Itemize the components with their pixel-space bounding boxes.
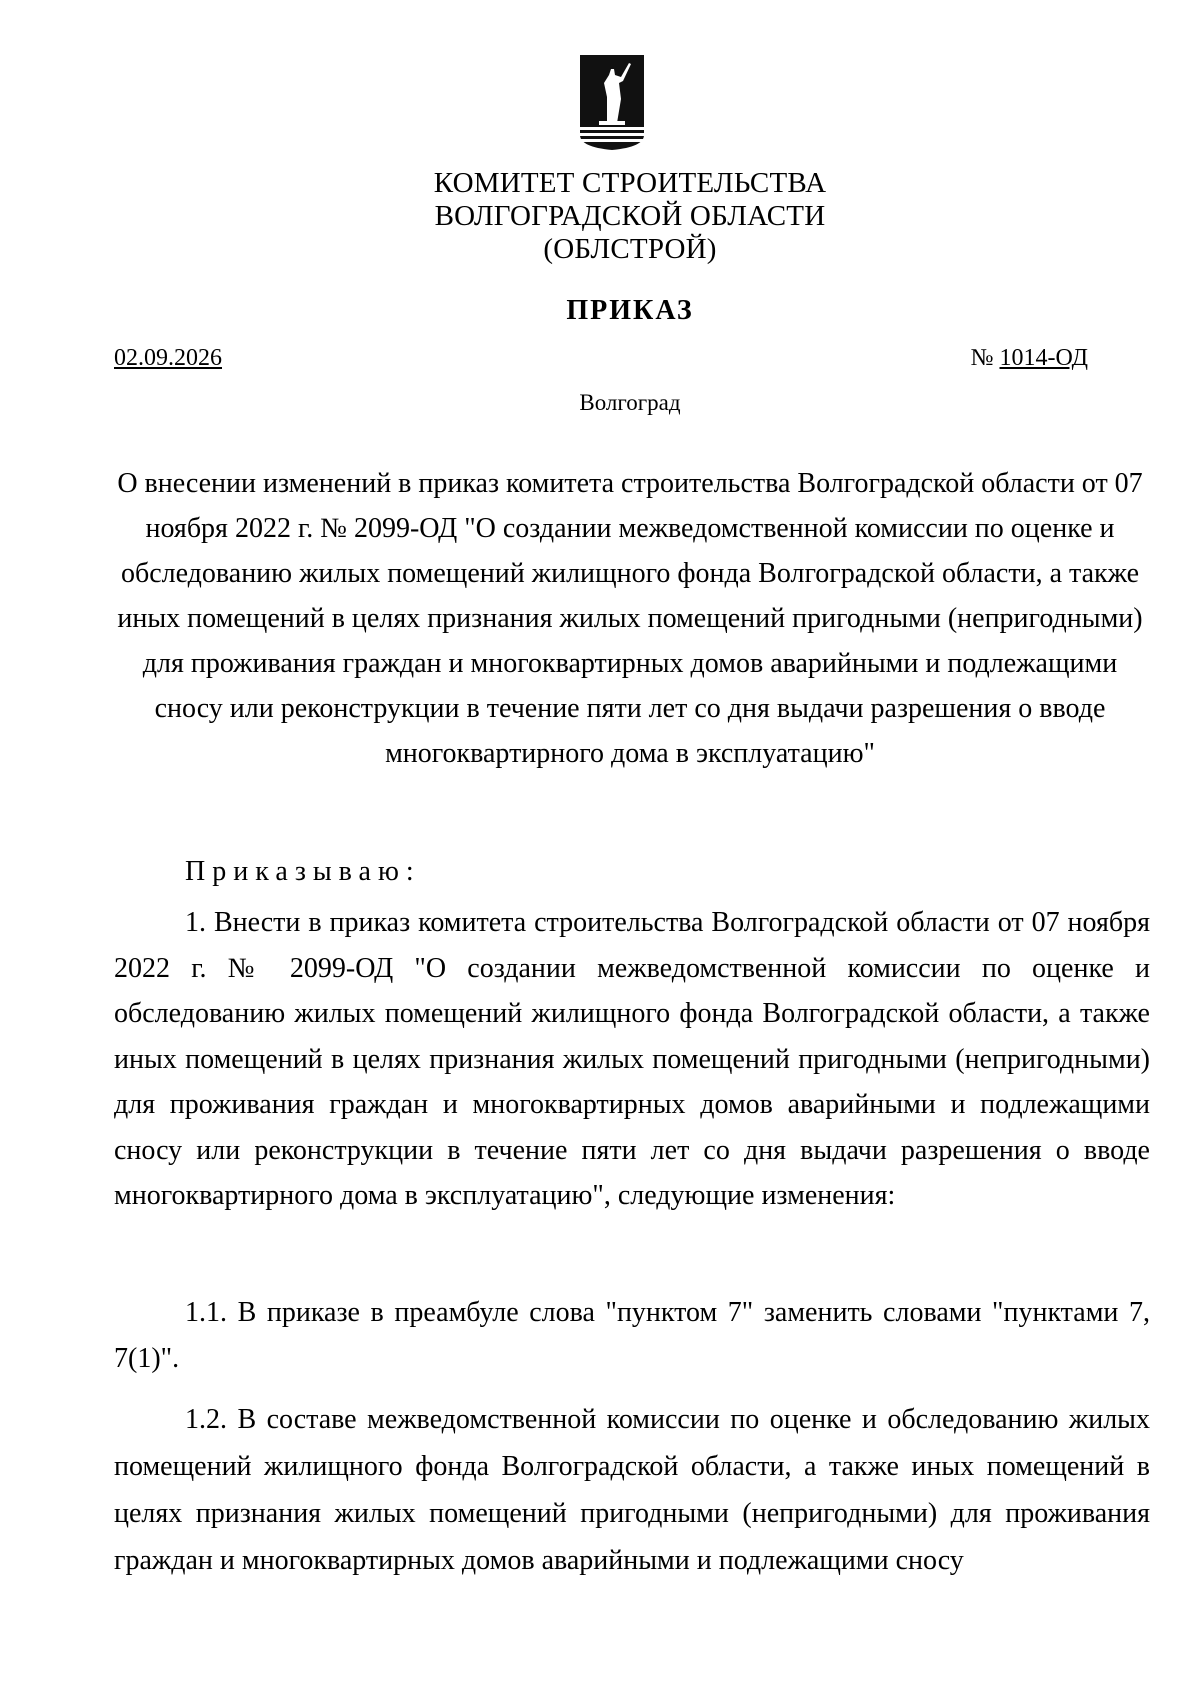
number-prefix: № xyxy=(970,345,1000,371)
document-city: Волгоград xyxy=(579,390,681,415)
organization-abbreviation: (ОБЛСТРОЙ) xyxy=(543,233,717,265)
number-value: 1014-ОД xyxy=(999,345,1088,371)
volgograd-coat-of-arms-icon xyxy=(577,53,647,152)
organization-name-line-1: КОМИТЕТ СТРОИТЕЛЬСТВА xyxy=(433,167,827,199)
document-subject: О внесении изменений в приказ комитета строительства Волгоградской области от 07 ноября 2022 г. № 2099-ОД "О создании межведомственной комиссии по оценке и обследованию жилых помещений жилищного фонда Волгоградской области, а также иных помещений в целях признания жилых помещений пригодными (непригодными) для проживания граждан и многоквартирных домов аварийными и подлежащими сносу или реконструкции в течение пяти лет со дня выдачи разрешения о вводе многоквартирного дома в эксплуатацию" xyxy=(117,468,1143,769)
document-date: 02.09.2026 xyxy=(114,345,222,371)
paragraph-1-2: 1.2. В составе межведомственной комиссии по оценке и обследованию жилых помещений жилищного фонда Волгоградской области, а также иных помещений в целях признания жилых помещений пригодными (непригодными) для проживания граждан и многоквартирных домов аварийными и подлежащими сносу xyxy=(114,1404,1150,1576)
paragraph-1: 1. Внести в приказ комитета строительства Волгоградской области от 07 ноября 2022 г. № 2099-ОД "О создании межведомственной комиссии по оценке и обследованию жилых помещений жилищного фонда Волгоградской области, а также иных помещений в целях признания жилых помещений пригодными (непригодными) для проживания граждан и многоквартирных домов аварийными и подлежащими сносу или реконструкции в течение пяти лет со дня выдачи разрешения о вводе многоквартирного дома в эксплуатацию", следующие изменения: xyxy=(114,907,1150,1211)
document-number xyxy=(971,345,1088,372)
document-type-title: ПРИКАЗ xyxy=(566,295,694,326)
order-word: Приказываю: xyxy=(185,856,421,887)
paragraph-1-1: 1.1. В приказе в преамбуле слова "пунктом 7" заменить словами "пунктами 7, 7(1)". xyxy=(114,1297,1150,1374)
organization-name-line-2: ВОЛГОГРАДСКОЙ ОБЛАСТИ xyxy=(434,200,826,232)
